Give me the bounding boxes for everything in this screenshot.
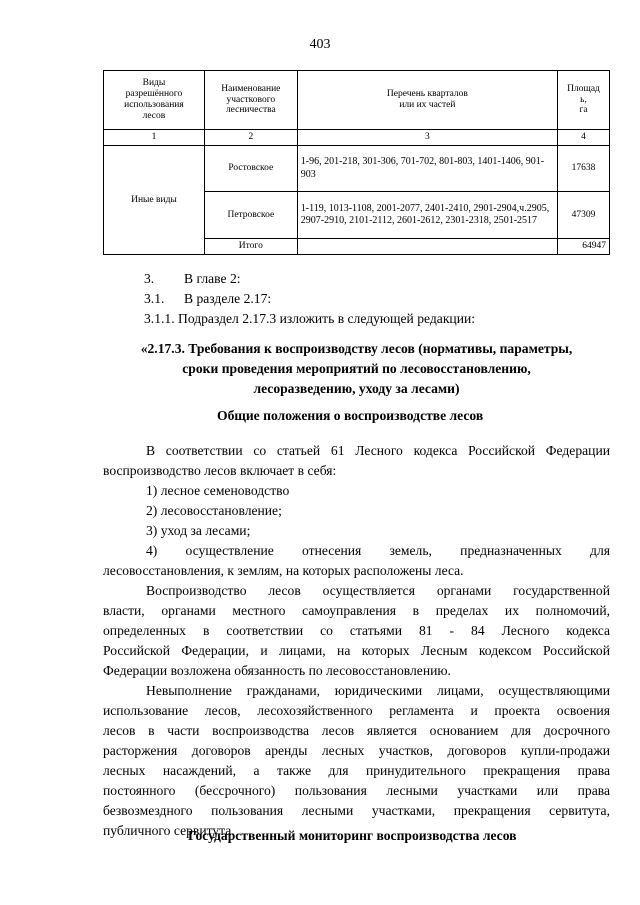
header-quarters: Перечень кварталов или их частей (297, 71, 557, 130)
column-number: 4 (558, 130, 610, 146)
amendment-item (144, 289, 271, 309)
header-area: Площад ь, га (558, 71, 610, 130)
area-cell: 17638 (558, 146, 610, 192)
amendment-text: В главе 2: (184, 271, 241, 286)
amendment-item (144, 309, 475, 329)
list-item: 4) осуществление отнесения земель, предназначенных для лесовосстановления, к землям, на которых расположены леса. (103, 543, 610, 578)
use-type-cell: Иные виды (104, 146, 205, 255)
header-forestry: Наименование участкового лесничества (204, 71, 297, 130)
header-use-type: Виды разрешённого использования лесов (104, 71, 205, 130)
table-column-numbers-row (104, 130, 610, 146)
amendment-item (144, 269, 241, 289)
table-header-row (104, 71, 610, 130)
amendment-number: 3.1. (144, 291, 165, 306)
forest-quarters-table (103, 70, 610, 255)
quarters-cell: 1-119, 1013-1108, 2001-2077, 2401-2410, 2901-2904,ч.2905, 2907-2910, 2101-2112, 2601-2612, 2301-2318, 2501-2517 (297, 192, 557, 239)
forestry-cell: Петровское (204, 192, 297, 239)
column-number: 2 (204, 130, 297, 146)
forestry-cell: Ростовское (204, 146, 297, 192)
page-number: 403 (309, 37, 331, 52)
total-area: 64947 (558, 239, 610, 255)
paragraph-intro: В соответствии со статьей 61 Лесного кодекса Российской Федерации воспроизводство лесов включает в себя: (103, 443, 610, 478)
section-title: «2.17.3. Требования к воспроизводству лесов (нормативы, параметры, сроки проведения мероприятий по лесовосстановлению, лесоразведению, уходу за лесами) (140, 341, 573, 396)
subheading-monitoring: Государственный мониторинг воспроизводства лесов (188, 828, 517, 843)
amendment-number: 3. (144, 271, 155, 286)
amendment-text: Подраздел 2.17.3 изложить в следующей редакции: (178, 311, 476, 326)
quarters-cell: 1-96, 201-218, 301-306, 701-702, 801-803, 1401-1406, 901-903 (297, 146, 557, 192)
list-item: 1) лесное семеноводство (146, 483, 290, 498)
column-number: 1 (104, 130, 205, 146)
paragraph-reproduction: Воспроизводство лесов осуществляется органами государственной власти, органами местного самоуправления в пределах их полномочий, определенных в соответствии со статьями 81 - 84 Лесного кодекса Российской Федерации, и лицами, на которых Лесным кодексом Российской Федерации возложена обязанность по лесовосстановлению. (103, 583, 610, 678)
list-item: 3) уход за лесами; (146, 523, 251, 538)
subheading-general: Общие положения о воспроизводстве лесов (217, 408, 484, 423)
total-quarters-empty (297, 239, 557, 255)
paragraph-non-compliance: Невыполнение гражданами, юридическими лицами, осуществляющими использование лесов, лесохозяйственного регламента и проекта освоения лесов в части воспроизводства лесов является основанием для досрочного расторжения договоров аренды лесных участков, договоров купли-продажи лесных насаждений, а также для принудительного прекращения права постоянного (бессрочного) пользования лесными участками или права безвозмездного пользования лесными участками, прекращения сервитута, публичного сервитута. (103, 683, 610, 838)
area-cell: 47309 (558, 192, 610, 239)
total-label: Итого (204, 239, 297, 255)
column-number: 3 (297, 130, 557, 146)
list-item: 2) лесовосстановление; (146, 503, 282, 518)
amendment-number: 3.1.1. (144, 311, 175, 326)
amendment-text: В разделе 2.17: (184, 291, 272, 306)
table-row (104, 146, 610, 192)
